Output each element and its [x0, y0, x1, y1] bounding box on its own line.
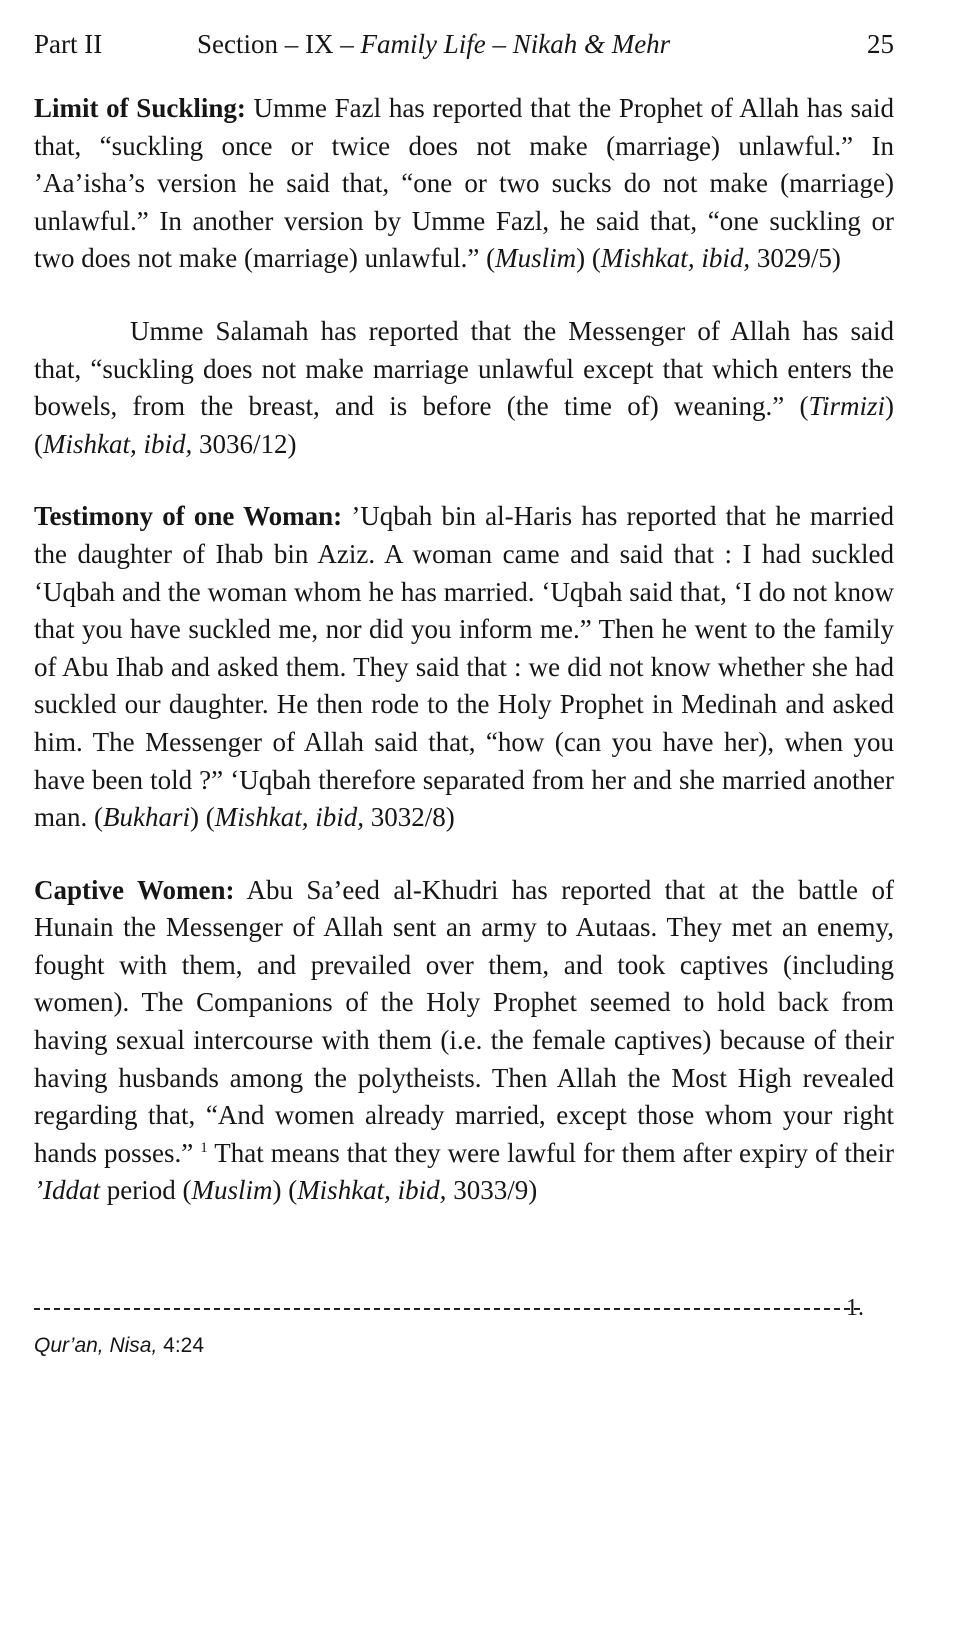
paragraph-text: ’Uqbah bin al-Haris has reported that he married the daughter of Ihab bin Aziz. A woman came and said that : I had suckled ‘Uqbah and the woman whom he has married. ‘Uqbah said that, ‘I do not know that you have suckled me, nor did you inform me.” Then he went to the family of Abu Ihab and asked them. They said that : we did not know whether she had suckled our daughter. He then rode to the Holy Prophet in Medinah and asked him. The Messenger of Allah said that, “how (can you have her), when you have been told ?” ‘Uqbah therefore separated from her and she married another man. (: [34, 501, 894, 833]
paragraph-captive-women: [34, 872, 894, 1210]
header-section: [197, 22, 670, 66]
paragraph-text: That means that they were lawful for them after expiry of their: [207, 1137, 894, 1168]
footnote-divider: [34, 1308, 860, 1310]
paragraph-heading: Captive Women:: [34, 874, 235, 905]
page-body: [34, 90, 894, 1245]
citation-number: 3033/9): [446, 1175, 538, 1206]
paragraph-testimony: [34, 498, 894, 836]
citation-source: Bukhari: [102, 802, 190, 833]
paragraph-text: Abu Sa’eed al-Khudri has reported that at the battle of Hunain the Messenger of Allah sent an army to Autaas. They met an enemy, fought with them, and prevailed over them, and took captives (including women). The Companions of the Holy Prophet seemed to hold back from having sexual intercourse with them (i.e. the female captives) because of their having husbands among the polytheists. Then Allah the Most High revealed regarding that, “And women already married, except those whom your right hands posses.”: [34, 874, 894, 1168]
page-number: 25: [867, 29, 894, 59]
footnote-source: Qur’an, Nisa,: [34, 1334, 158, 1357]
citation-source: Muslim: [495, 243, 577, 274]
header-section-topic: Family Life – Nikah & Mehr: [360, 29, 671, 59]
header-part: Part II: [34, 29, 103, 59]
paragraph-heading: Limit of Suckling:: [34, 93, 246, 123]
header-section-label: Section – IX –: [197, 29, 361, 59]
paragraph-text: Umme Salamah has reported that the Messenger of Allah has said that, “suckling does not make marriage unlawful except that which enters the bowels, from the breast, and is before (the time of) weaning.” (: [34, 315, 894, 422]
paragraph-text: ) (: [34, 391, 894, 459]
paragraph-text: ) (: [576, 243, 601, 274]
footnote-ref: 4:24: [157, 1334, 205, 1357]
paragraph-text: ) (: [189, 802, 215, 833]
citation-number: 3032/8): [363, 802, 455, 833]
citation-number: 3036/12): [192, 428, 297, 459]
footnote-marker: 1.: [846, 1295, 864, 1321]
italic-term: ’Iddat: [34, 1175, 100, 1206]
citation-source: Mishkat, ibid,: [43, 428, 193, 459]
paragraph-text: period (: [99, 1175, 192, 1206]
paragraph-limit-of-suckling: [34, 90, 894, 278]
citation-source: Tirmizi: [808, 391, 885, 422]
paragraph-umme-salamah: [34, 313, 894, 463]
paragraph-heading: Testimony of one Woman:: [34, 501, 343, 532]
footnote: [34, 1330, 204, 1362]
paragraph-text: ) (: [272, 1175, 298, 1206]
citation-source: Mishkat, ibid,: [214, 802, 364, 833]
citation-source: Mishkat, ibid,: [297, 1175, 447, 1206]
paragraph-text: Umme Fazl has reported that the Prophet of Allah has said that, “suckling once or twice does not make (marriage) unlawful.” In ’Aa’isha’s version he said that, “one or two sucks do not make (marriage) unlawful.” In another version by Umme Fazl, he said that, “one suckling or two does not make (marriage) unlawful.” (: [34, 93, 894, 274]
citation-source: Muslim: [191, 1175, 273, 1206]
citation-source: Mishkat, ibid,: [600, 243, 751, 274]
citation-number: 3029/5): [750, 243, 841, 274]
footnote-reference: 1: [200, 1139, 208, 1156]
page-header: [34, 22, 894, 66]
